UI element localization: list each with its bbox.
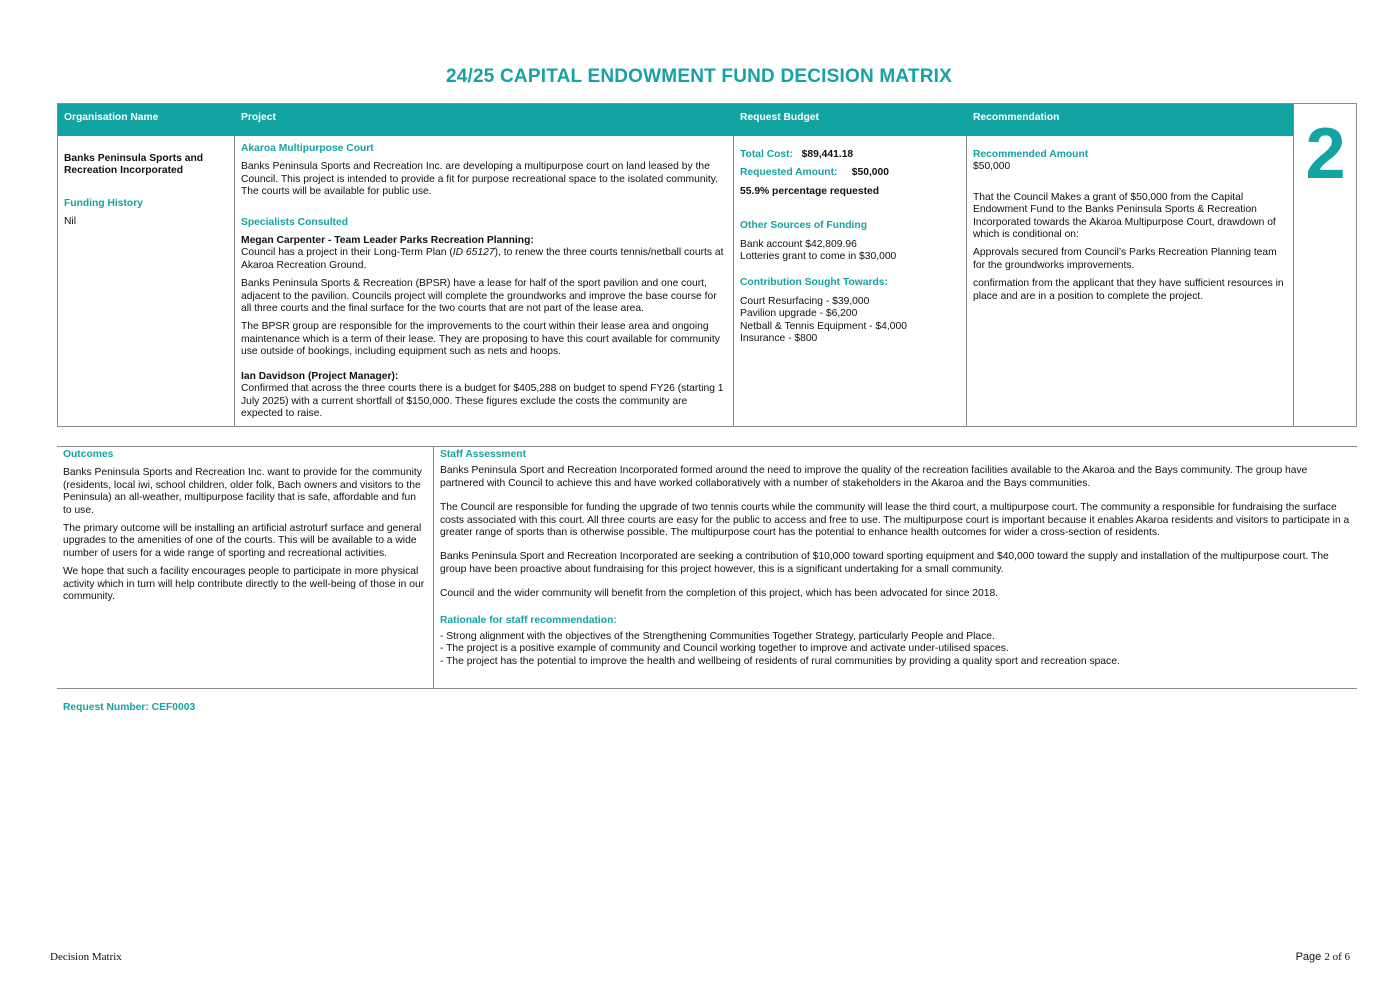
specialists-label: Specialists Consulted [241, 216, 349, 228]
staff-para-3: Banks Peninsula Sport and Recreation Incorporated are seeking a contribution of $10,000 toward sporting equipment and $40,000 toward the supply and installation of the multipurpose court. The group have been proactive about fundraising for this project however, this is a significant undertaking for a small community. [440, 551, 1329, 575]
footer-page-number [1296, 951, 1350, 963]
header-project: Project [235, 104, 734, 136]
header-organisation: Organisation Name [58, 104, 235, 136]
page-title: 24/25 CAPITAL ENDOWMENT FUND DECISION MATRIX [445, 66, 952, 87]
recommended-amount-label: Recommended Amount [973, 149, 1089, 160]
percentage-requested: 55.9% percentage requested [740, 185, 880, 197]
outcomes-para-3: We hope that such a facility encourages people to participate in more physical activity which in turn will help contribute directly to the well-being of those in our community. [63, 566, 425, 603]
outcomes-label: Outcomes [63, 449, 114, 460]
requested-amount-line [740, 167, 960, 179]
other-source-item: Lotteries grant to come in $30,000 [740, 251, 897, 263]
recommendation-para-3: confirmation from the applicant that they have sufficient resources in place and are in a position to complete the project. [973, 278, 1284, 302]
total-cost-value: $89,441.18 [801, 149, 854, 160]
page-label: Page [1295, 951, 1322, 963]
total-cost-label: Total Cost: [740, 149, 794, 160]
recommendation-para-1: That the Council Makes a grant of $50,000 from the Capital Endowment Fund to the Banks Peninsula Sports & Recreation Incorporated towards the Akaroa Multipurpose Court, drawdown of which is conditional on: [973, 191, 1276, 241]
organisation-name: Banks Peninsula Sports and Recreation Incorporated [64, 153, 204, 177]
project-title: Akaroa Multipurpose Court [241, 143, 374, 154]
specialist-1-name: Megan Carpenter - Team Leader Parks Recreation Planning: [241, 235, 534, 247]
requested-amount-label: Requested Amount: [740, 167, 838, 179]
contribution-item: Court Resurfacing - $39,000 [740, 295, 870, 307]
project-cell [235, 136, 734, 426]
contribution-item: Pavilion upgrade - $6,200 [740, 308, 858, 320]
specialist-2-para-1: Confirmed that across the three courts there is a budget for $405,288 on budget to spend FY26 (starting 1 July 2025) with a current shortfall of $150,000. These figures exclude the costs the community are expected to raise. [241, 383, 724, 419]
staff-assessment-label: Staff Assessment [440, 449, 527, 460]
recommendation-para-2: Approvals secured from Council’s Parks Recreation Planning team for the groundworks improvements. [973, 247, 1277, 271]
staff-para-4: Council and the wider community will benefit from the completion of this project, which has been advocated for since 2018. [440, 588, 999, 600]
assessment-section [57, 446, 1357, 689]
footer-document-name: Decision Matrix [50, 951, 122, 963]
specialist-1-para-2: Banks Peninsula Sports & Recreation (BPSR) have a lease for half of the sport pavilion and one court, adjacent to the pavilion. Councils project will complete the groundworks and improve the base course for all three courts and the final surface for the two courts that are not part of the lease area. [241, 278, 717, 315]
staff-para-1: Banks Peninsula Sport and Recreation Incorporated formed around the need to improve the quality of the recreation facilities available to the Akaroa and the Bays community. The group have partnered with Council to achieve this and have worked collaboratively with a number of stakeholders in the Akaroa and the Bays communities. [440, 465, 1308, 489]
staff-assessment-cell [434, 447, 1357, 688]
funding-history-value: Nil [64, 216, 77, 228]
decision-matrix-table [57, 103, 1357, 427]
budget-cell [734, 136, 967, 426]
contribution-item: Insurance - $800 [740, 333, 818, 345]
project-description: Banks Peninsula Sports and Recreation Inc. are developing a multipurpose court on land leased by the Council. This project is intended to provide a fit for purpose recreational space to the isolated community. The courts will be available for public use. [241, 161, 718, 198]
recommended-amount-value: $50,000 [973, 161, 1011, 173]
total-cost-line [740, 149, 960, 161]
project-reference-id: ID 65127 [452, 247, 495, 259]
header-budget: Request Budget [734, 104, 967, 136]
rationale-item: - Strong alignment with the objectives of the Strengthening Communities Together Strategy, particularly People and Place. [440, 631, 995, 643]
other-sources-label: Other Sources of Funding [740, 220, 867, 232]
organisation-cell [58, 136, 235, 426]
rationale-item: - The project has the potential to improve the health and wellbeing of residents of rural communities by providing a quality sport and recreation space. [440, 655, 1120, 667]
outcomes-para-1: Banks Peninsula Sports and Recreation Inc. want to provide for the community (residents, local iwi, school children, older folk, Bach owners and visitors to the Peninsula) an all-weather, multipurpose facility that is safe, affordable and fun to use. [63, 467, 422, 516]
rationale-item: - The project is a positive example of community and Council working together to improve and activate under-utilised spaces. [440, 643, 1009, 655]
contribution-item: Netball & Tennis Equipment - $4,000 [740, 320, 907, 332]
specialist-1-para-3: The BPSR group are responsible for the improvements to the court within their lease area and ongoing maintenance which is a term of their lease. They are proposing to have this court available for community use outside of bookings, including equipment such as nets and hoops. [241, 321, 720, 358]
header-recommendation: Recommendation [967, 104, 1293, 136]
rationale-label: Rationale for staff recommendation: [440, 614, 617, 626]
outcomes-cell [57, 447, 434, 688]
specialist-1-para-1: Council has a project in their Long-Term Plan (ID 65127), to renew the three courts tennis/netball courts at Akaroa Recreation Ground. [241, 247, 724, 271]
outcomes-para-2: The primary outcome will be installing an artificial astroturf surface and general upgrades to the amenities of one of the courts. This will be available to a wide number of users for a wide range of sporting and recreational activities. [63, 523, 422, 559]
item-number: 2 [1293, 104, 1357, 426]
funding-history-label: Funding History [64, 197, 143, 209]
recommendation-cell [967, 136, 1293, 426]
requested-amount-value: $50,000 [851, 167, 889, 179]
request-number: Request Number: CEF0003 [63, 702, 196, 713]
specialist-2-name: Ian Davidson (Project Manager): [241, 370, 399, 382]
staff-para-2: The Council are responsible for funding the upgrade of two tennis courts while the community will lease the third court, a multipurpose court. The community a responsible for fundraising the surface costs associated with this court. All three courts are easy for the public to access and free to use. The multipurpose court is important because it enables Akaroa residents and visitors to participate in a greater range of sports than is otherwise possible. The multipurpose court has the potential to enhance health outcomes for wider a cross-section of residents. [440, 502, 1350, 539]
contribution-label: Contribution Sought Towards: [740, 277, 888, 289]
page-count: 2 of 6 [1324, 951, 1350, 963]
other-source-item: Bank account $42,809.96 [740, 238, 857, 250]
